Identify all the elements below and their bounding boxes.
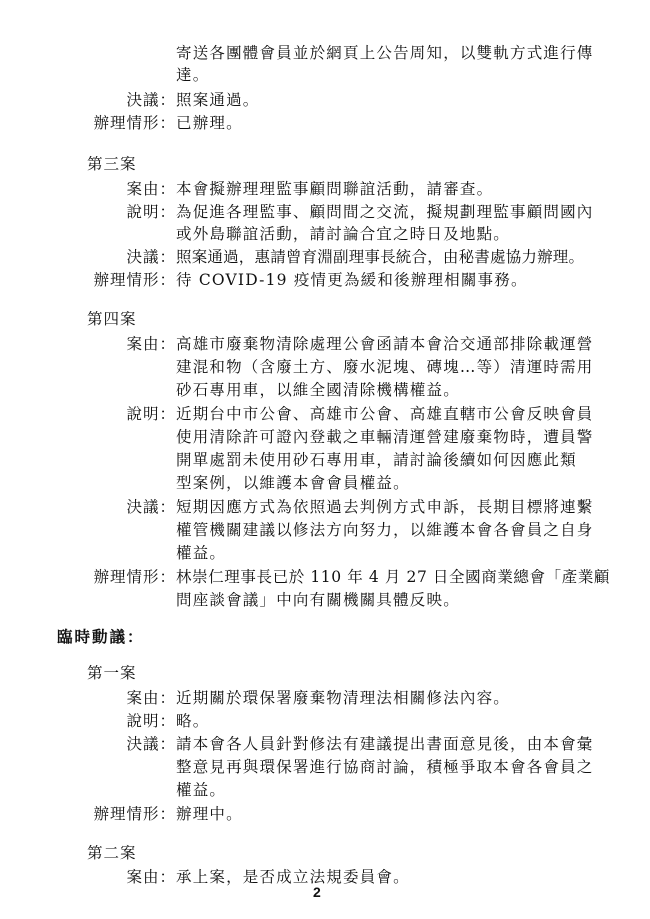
case4-reason-line-2: 建混和物（含廢土方、廢水泥塊、磚塊…等）清運時需用 [176,358,594,376]
case4-title: 第四案 [87,310,137,328]
extempore-case1-resolution-line-1: 請本會各人員針對修法有建議提出書面意見後，由本會彙 [176,735,594,753]
case4-status-line-1: 林崇仁理事長已於 110 年 4 月 27 日全國商業總會「產業顧 [176,568,611,586]
prev-status-label: 辦理情形： [93,114,176,132]
extempore-case1-status-text: 辦理中。 [176,805,243,823]
extempore-case1-resolution-line-2: 整意見再與環保署進行協商討論，積極爭取本會各會員之 [176,758,594,776]
case3-resolution-label: 決議： [126,248,176,266]
case4-status-label: 辦理情形： [93,568,176,586]
case3-desc-label: 說明： [126,203,176,221]
case3-status-text: 待 COVID-19 疫情更為緩和後辦理相關事務。 [176,271,528,289]
case4-resolution-line-1: 短期因應方式為依照過去判例方式申訴，長期目標將連繫 [176,498,594,516]
case3-reason-text: 本會擬辦理理監事顧問聯誼活動，請審查。 [176,180,494,198]
case4-status-line-2: 問座談會議」中向有關機關具體反映。 [176,591,460,609]
case4-desc-label: 說明： [126,405,176,423]
extempore-case1-desc-text: 略。 [176,712,210,730]
case3-desc-line-2: 或外島聯誼活動，請討論合宜之時日及地點。 [176,225,511,243]
extempore-case2-reason-label: 案由： [126,868,176,886]
extempore-heading: 臨時動議： [57,627,145,646]
extempore-case2-reason-text: 承上案，是否成立法規委員會。 [176,868,410,886]
continuation-line-2: 達。 [176,66,210,84]
case3-reason-label: 案由： [126,180,176,198]
case4-resolution-line-2: 權管機關建議以修法方向努力，以維護本會各會員之自身 [176,521,594,539]
prev-status-text: 已辦理。 [176,114,243,132]
case4-desc-line-1: 近期台中市公會、高雄市公會、高雄直轄市公會反映會員 [176,405,594,423]
extempore-case1-resolution-label: 決議： [126,735,176,753]
case4-reason-line-1: 高雄市廢棄物清除處理公會函請本會洽交通部排除載運營 [176,335,594,353]
case4-reason-line-3: 砂石專用車，以維全國清除機構權益。 [176,381,460,399]
prev-resolution-label: 決議： [126,91,176,109]
extempore-case1-resolution-line-3: 權益。 [176,781,227,799]
case3-resolution-text: 照案通過，惠請曾育淵副理事長統合，由秘書處協力辦理。 [176,248,585,266]
case4-resolution-label: 決議： [126,498,176,516]
extempore-case1-reason-label: 案由： [126,689,176,707]
case3-desc-line-1: 為促進各理監事、顧問間之交流，擬規劃理監事顧問國內 [176,203,594,221]
case3-status-label: 辦理情形： [93,271,176,289]
case3-title: 第三案 [87,155,137,173]
extempore-case1-status-label: 辦理情形： [93,805,176,823]
case4-desc-line-2: 使用清除許可證內登載之車輛清運營建廢棄物時，遭員警 [176,428,594,446]
case4-desc-line-3: 開單處罰未使用砂石專用車，請討論後續如何因應此類 [176,451,577,469]
case4-resolution-line-3: 權益。 [176,544,227,562]
continuation-line-1: 寄送各團體會員並於網頁上公告周知，以雙軌方式進行傳 [176,44,594,62]
extempore-case1-title: 第一案 [87,664,137,682]
extempore-case2-title: 第二案 [87,844,137,862]
prev-resolution-text: 照案通過。 [176,91,260,109]
extempore-case1-desc-label: 說明： [126,712,176,730]
page-number: 2 [313,884,321,900]
case4-reason-label: 案由： [126,335,176,353]
case4-desc-line-4: 型案例，以維護本會會員權益。 [176,474,410,492]
extempore-case1-reason-text: 近期關於環保署廢棄物清理法相關修法內容。 [176,689,511,707]
